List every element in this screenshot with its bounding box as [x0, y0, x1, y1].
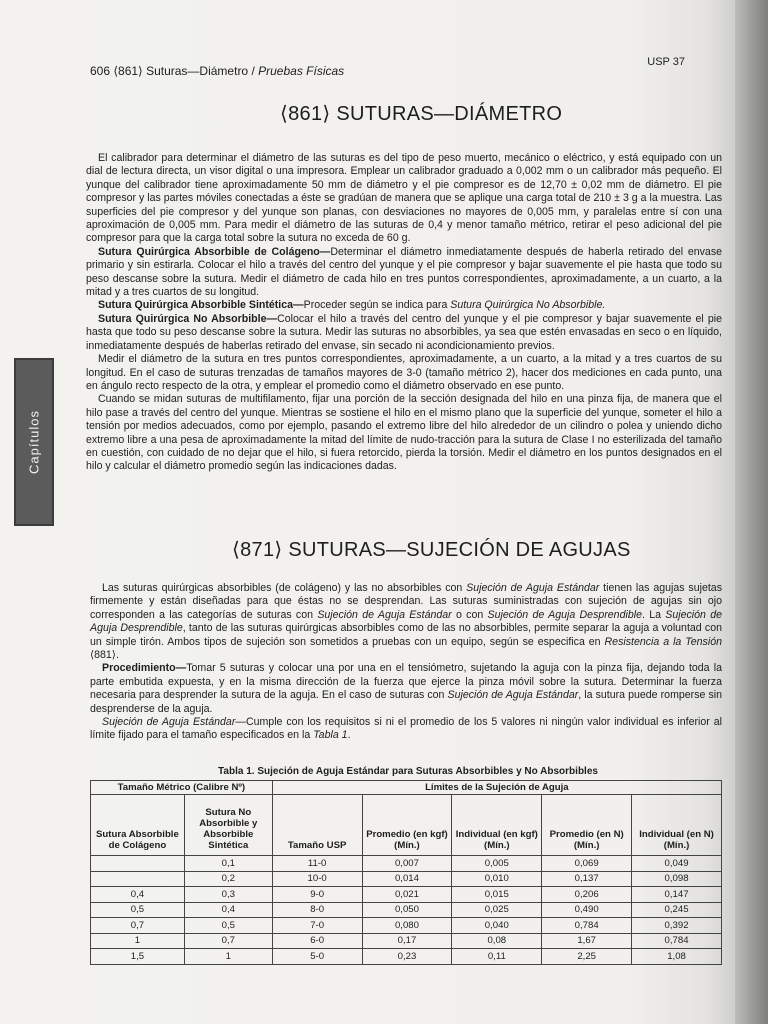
header-left-text: 606 ⟨861⟩ Suturas—Diámetro / [90, 64, 259, 78]
text-run: , la sutura puede romperse sin desprenderse de la aguja. [90, 689, 723, 715]
italic-ref: Tabla 1 [313, 729, 348, 742]
paragraph: Cuando se midan suturas de multifilamento, fijar una porción de la sección designada del hilo en una pinza fija, de manera que el hilo pase a través del centro del yunque. Mientras se sostiene el hilo en el mismo plano que la superficie del yunque, someter el hilo a tensión por medios adecuados, como por ejemplo, pasando el extremo libre del hilo alrededor de un cilindro o polea y uniendo dicho extremo libre a una pesa de aproximadamente la mitad del límite de nudo-tracción para la sutura de Clase I no esterilizada del tamaño en cuestión, con cuidado de no dejar que el hilo, si fuera retorcido, pierda la torsión. Medir el diámetro en los puntos designados en el hilo y calcular el diámetro promedio según las indicaciones dadas. [86, 393, 722, 473]
table-cell: 0,490 [542, 902, 632, 918]
table-cell [91, 856, 185, 872]
table-cell: 1 [91, 933, 185, 949]
subheading: Sutura Quirúrgica Absorbible Sintética— [98, 299, 304, 312]
table-row [91, 918, 722, 934]
column-header: Individual (en N) (Mín.) [632, 795, 722, 856]
text-run: . La [641, 608, 666, 621]
table-cell: 1,5 [91, 949, 185, 965]
text-run: tienen las agujas sujetas firmemente y están diseñadas para que éstas no se desprendan. Las suturas suministradas con sujeción de agujas sin ojo corresponden a las categorías de suturas con [90, 582, 722, 621]
subheading: Sutura Quirúrgica No Absorbible— [98, 312, 278, 325]
subheading: Sutura Quirúrgica Absorbible de Colágeno— [98, 245, 331, 258]
table-body [91, 856, 722, 965]
text-run: , tanto de las suturas quirúrgicas absorbibles como de las no absorbibles, permite separar la aguja a voluntad con un simple tirón. Ambos tipos de sujeción son sometidos a pruebas con un equipo, según se especifica en [90, 622, 722, 648]
table-cell: 7-0 [272, 918, 362, 934]
table-cell: 2,25 [542, 949, 632, 965]
text-run: o con [451, 608, 488, 621]
table-cell: 0,069 [542, 856, 632, 872]
column-header: Promedio (en N) (Mín.) [542, 795, 632, 856]
side-tab-label: Capítulos [26, 410, 42, 474]
paragraph [86, 246, 722, 300]
header-left-italic: Pruebas Físicas [258, 64, 345, 78]
book-page-edge [735, 0, 768, 1024]
paragraph-text: Proceder según se indica para [303, 299, 451, 312]
header-left [90, 64, 344, 78]
table-cell: 0,098 [632, 871, 722, 887]
table-cell: 0,7 [184, 933, 272, 949]
table-cell: 0,050 [362, 902, 452, 918]
table-cell: 0,1 [184, 856, 272, 872]
text-run: ⟨881⟩. [90, 649, 119, 662]
column-header: Individual (en kgf) (Mín.) [452, 795, 542, 856]
italic-ref: Sujeción de Aguja Estándar [466, 582, 600, 594]
italic-ref: Sujeción de Aguja Desprendible [90, 608, 722, 635]
table-cell: 0,245 [632, 902, 722, 918]
table-cell: 0,005 [452, 856, 542, 872]
table-cell: 10-0 [272, 871, 362, 887]
paragraph-text: Colocar el hilo a través del centro del yunque y el pie compresor y bajar suavemente el pie hasta que todo su peso descanse sobre la sutura. Medir las suturas no absorbibles, ya sea que estén envasadas en seco o en líquido, inmediatamente después de haberlas retirado del envase, sin secado ni acondicionamiento previos. [86, 312, 722, 352]
table-cell: 0,5 [184, 918, 272, 934]
italic-ref: Sujeción de Aguja Estándar [317, 608, 452, 621]
table-cell: 0,015 [452, 887, 542, 903]
table-cell: 0,7 [91, 918, 185, 934]
table-cell: 0,23 [362, 949, 452, 965]
table-row [91, 856, 722, 872]
text-run: Cumple con los requisitos si ni el promedio de los 5 valores ni ningún valor individual es inferior al límite fijado para el tamaño especificados en la [90, 716, 722, 742]
table-cell: 5-0 [272, 949, 362, 965]
table-cell: 1 [184, 949, 272, 965]
table-row [91, 933, 722, 949]
table-cell: 0,007 [362, 856, 452, 872]
table-cell: 11-0 [272, 856, 362, 872]
italic-ref: Sutura Quirúrgica No Absorbible. [450, 299, 606, 312]
table-cell: 0,4 [184, 902, 272, 918]
column-header: Tamaño USP [272, 795, 362, 856]
section-title-871: ⟨871⟩ SUTURAS—SUJECIÓN DE AGUJAS [232, 539, 631, 561]
table-cell: 1,08 [632, 949, 722, 965]
paragraph-text: Determinar el diámetro inmediatamente después de haberla retirado del envase primario y sin estirarla. Colocar el hilo a través del centro del yunque y el pie compresor y bajar suavemente el pie hasta que todo su peso descanse sobre la sutura. Medir el diámetro de cada hilo en tres puntos correspondientes, aproximadamente, a un cuarto, a la mitad y a tres cuartos de su longitud. [86, 245, 723, 299]
table-row [91, 902, 722, 918]
running-header [90, 56, 685, 80]
table-caption: Tabla 1. Sujeción de Aguja Estándar para Suturas Absorbibles y No Absorbibles [218, 766, 598, 777]
paragraph [90, 582, 722, 662]
table-cell: 0,3 [184, 887, 272, 903]
table-cell: 0,021 [362, 887, 452, 903]
table-cell: 1,67 [542, 933, 632, 949]
text-run: Las suturas quirúrgicas absorbibles (de colágeno) y las no absorbibles con [102, 582, 467, 594]
subheading: Procedimiento— [102, 662, 187, 675]
table-cell: 6-0 [272, 933, 362, 949]
table-cell: 0,147 [632, 887, 722, 903]
table-cell: 0,08 [452, 933, 542, 949]
table-cell: 0,040 [452, 918, 542, 934]
table-cell: 0,137 [542, 871, 632, 887]
table-cell: 0,080 [362, 918, 452, 934]
paragraph [86, 299, 722, 312]
section-title-861: ⟨861⟩ SUTURAS—DIÁMETRO [280, 103, 563, 125]
table-cell: 0,784 [632, 933, 722, 949]
table-cell: 0,5 [91, 902, 185, 918]
table-cell: 8-0 [272, 902, 362, 918]
table-cell: 0,206 [542, 887, 632, 903]
table-cell [91, 871, 185, 887]
section-861-body [86, 152, 722, 474]
section-871-body [90, 582, 722, 743]
table-row [91, 887, 722, 903]
text-run: . [347, 729, 351, 742]
paragraph: Medir el diámetro de la sutura en tres puntos correspondientes, aproximadamente, a un cuarto, a la mitad y a tres cuartos de su longitud. En el caso de suturas trenzadas de tamaños mayores de 3-0 (tamaño métrico 2), hacer dos mediciones en cada punto, una en ángulo recto respecto de la otra, y emplear el promedio como el diámetro observado en ese punto. [86, 353, 722, 392]
column-group-header: Límites de la Sujeción de Aguja [272, 781, 721, 795]
column-header: Promedio (en kgf) (Mín.) [362, 795, 452, 856]
table-cell: 0,025 [452, 902, 542, 918]
table-cell: 0,17 [362, 933, 452, 949]
paragraph [90, 716, 722, 743]
italic-ref: Resistencia a la Tensión [604, 635, 722, 648]
paragraph [90, 662, 722, 716]
table-row [91, 871, 722, 887]
table-row [91, 949, 722, 965]
needle-attachment-table [90, 780, 722, 965]
header-right: USP 37 [647, 56, 685, 68]
table-cell: 0,014 [362, 871, 452, 887]
table-cell: 0,784 [542, 918, 632, 934]
chapters-side-tab [14, 358, 54, 526]
italic-ref: Sujeción de Aguja Estándar [447, 689, 579, 702]
table-cell: 9-0 [272, 887, 362, 903]
table-cell: 0,2 [184, 871, 272, 887]
table-cell: 0,049 [632, 856, 722, 872]
table-cell: 0,4 [91, 887, 185, 903]
column-header: Sutura No Absorbible y Absorbible Sintética [184, 795, 272, 856]
table-cell: 0,010 [452, 871, 542, 887]
paragraph [86, 313, 722, 353]
subheading-italic: Sujeción de Aguja Estándar— [102, 716, 246, 729]
italic-ref: Sujeción de Aguja Desprendible [487, 608, 642, 621]
column-group-header: Tamaño Métrico (Calibre Nº) [91, 781, 273, 795]
paragraph: El calibrador para determinar el diámetro de las suturas es del tipo de peso muerto, mecánico o eléctrico, y está equipado con un dial de lectura directa, un visor digital o una impresora. Emplear un calibrador graduado a 0,002 mm o un calibrador más pequeño. El yunque del calibrador tiene aproximadamente 50 mm de diámetro y el pie compresor es de 12,70 ± 0,02 mm de diámetro. El pie compresor y las partes móviles conectadas a éste se gradúan de manera que se aplique una carga total de 210 ± 3 g a la muestra. Las superficies del pie compresor y del yunque son planas, con desviaciones no mayores de 0,005 mm, y paralelas entre sí con una aproximación de 0,005 mm. Para medir el diámetro de las suturas de 0,4 y menor tamaño métrico, retirar el peso adicional del pie compresor para que la carga total sobre la sutura no exceda de 60 g. [86, 152, 722, 245]
text-run: Tomar 5 suturas y colocar una por una en el tensiómetro, sujetando la aguja con la pinza fija, dejando toda la parte embutida expuesta, y en la misma dirección de la fuerza que ejerce la pinza móvil sobre la sutura. Determinar la fuerza necesaria para desprender la sutura de la aguja. En el caso de suturas con [90, 662, 722, 702]
table-cell: 0,11 [452, 949, 542, 965]
column-header: Sutura Absorbible de Colágeno [91, 795, 185, 856]
table-cell: 0,392 [632, 918, 722, 934]
